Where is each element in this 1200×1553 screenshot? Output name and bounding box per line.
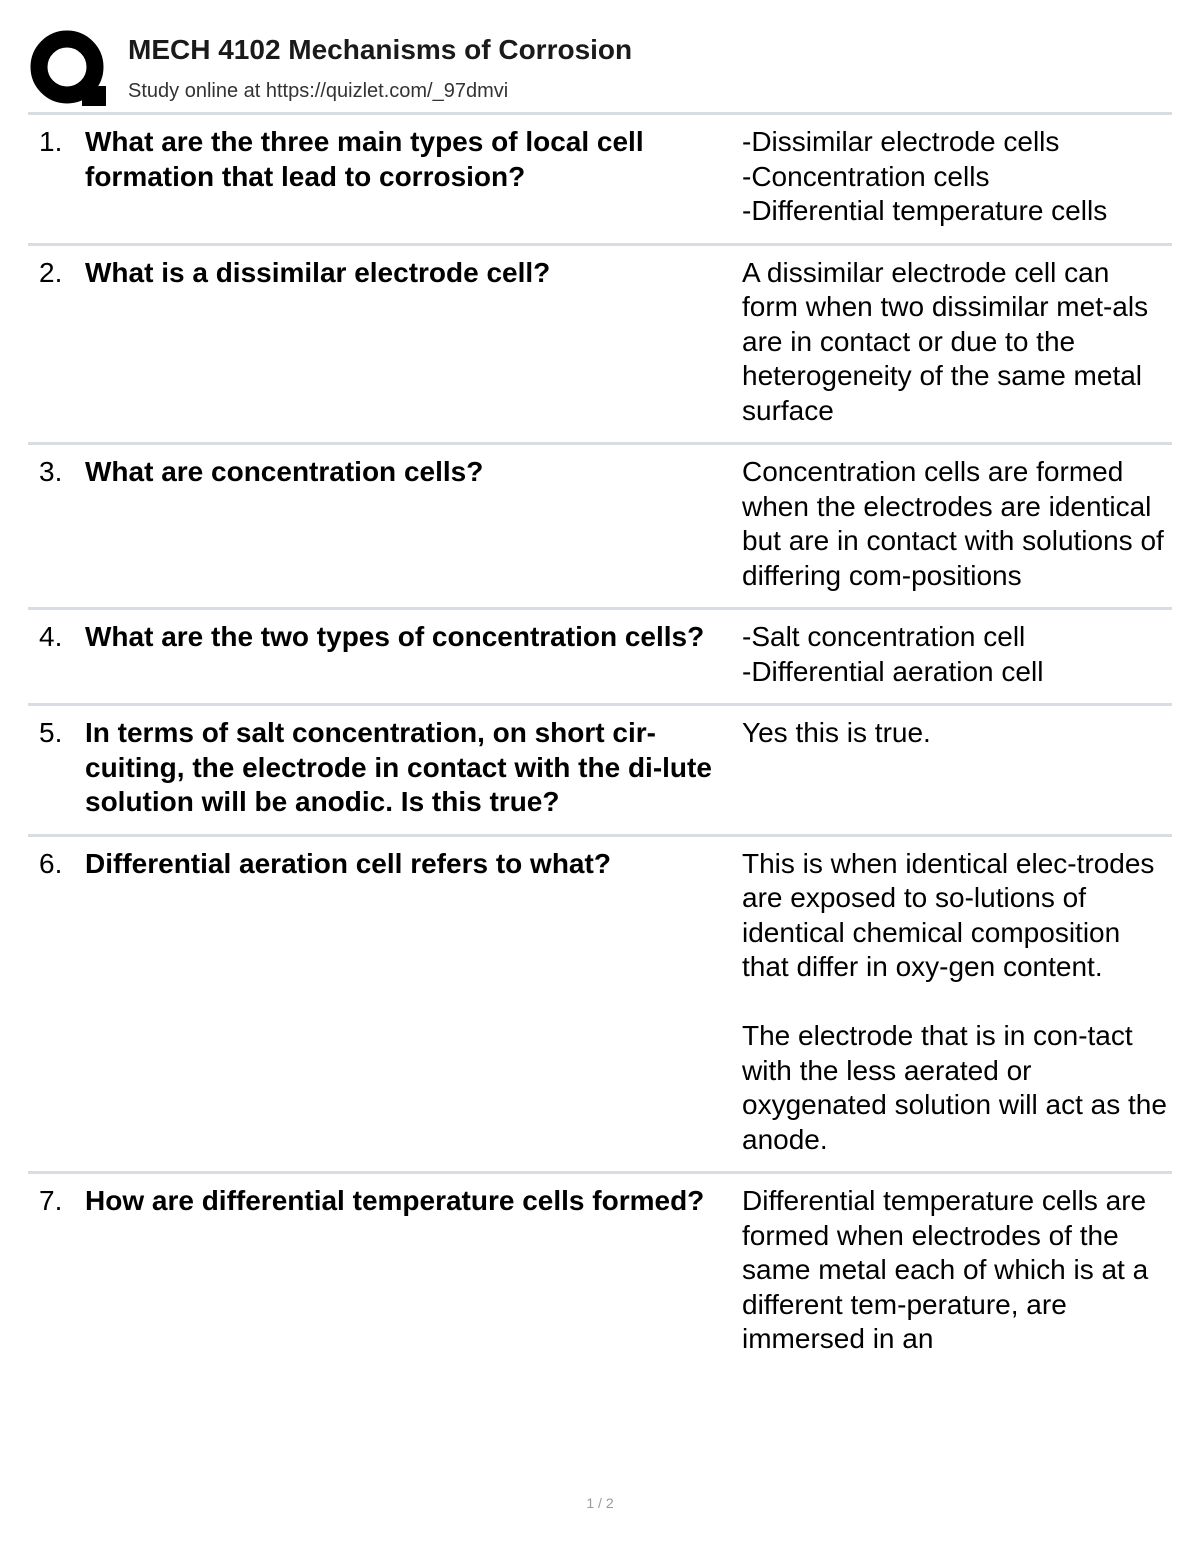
card-answer: This is when identical elec-trodes are exposed to so-lutions of identical chemical composition that differ in oxy-gen content. The electrode that is in con-tact with the less aerated or oxygenated solution will act as the anode. [742,847,1167,1155]
qa-row [28,1174,1172,1371]
card-answer: -Salt concentration cell -Differential aeration cell [742,621,1044,687]
quizlet-logo-icon [30,30,108,108]
card-question: What is a dissimilar electrode cell? [85,256,551,288]
page-title: MECH 4102 Mechanisms of Corrosion [128,34,633,65]
card-number: 3. [39,456,63,487]
card-question: What are the two types of concentration cells? [85,621,705,652]
page-indicator: 1 / 2 [586,1495,614,1511]
card-answer: Yes this is true. [742,717,931,748]
card-question: Differential aeration cell refers to what? [85,847,611,879]
card-question: How are differential temperature cells formed? [85,1185,705,1216]
qa-row [28,115,1172,246]
card-answer: -Dissimilar electrode cells -Concentration cells -Differential temperature cells [742,126,1108,226]
card-answer: Concentration cells are formed when the electrodes are identical but are in contact with solutions of differing com-positions [742,456,1164,591]
card-number: 5. [39,717,63,748]
study-online-link[interactable]: Study online at https://quizlet.com/_97dmvi [128,80,509,102]
card-number: 2. [39,256,63,288]
card-number: 4. [39,621,63,652]
card-answer: Differential temperature cells are formed when electrodes of the same metal each of which is at a different tem-perature, are immersed in an [742,1185,1149,1354]
card-question: What are the three main types of local cell formation that lead to corrosion? [85,126,644,192]
qa-row [28,445,1172,610]
card-answer: A dissimilar electrode cell can form when two dissimilar met-als are in contact or due to the heterogeneity of the same metal surface [742,256,1149,426]
page-header [30,28,1172,112]
card-question: In terms of salt concentration, on short cir-cuiting, the electrode in contact with the di-lute solution will be anodic. Is this true? [85,717,712,817]
card-number: 7. [39,1185,63,1216]
qa-row [28,610,1172,706]
qa-row [28,246,1172,446]
qa-row [28,706,1172,837]
card-question: What are concentration cells? [85,456,484,487]
qa-list [28,115,1172,1371]
card-number: 1. [39,126,63,157]
qa-row [28,837,1172,1175]
card-number: 6. [39,847,63,879]
